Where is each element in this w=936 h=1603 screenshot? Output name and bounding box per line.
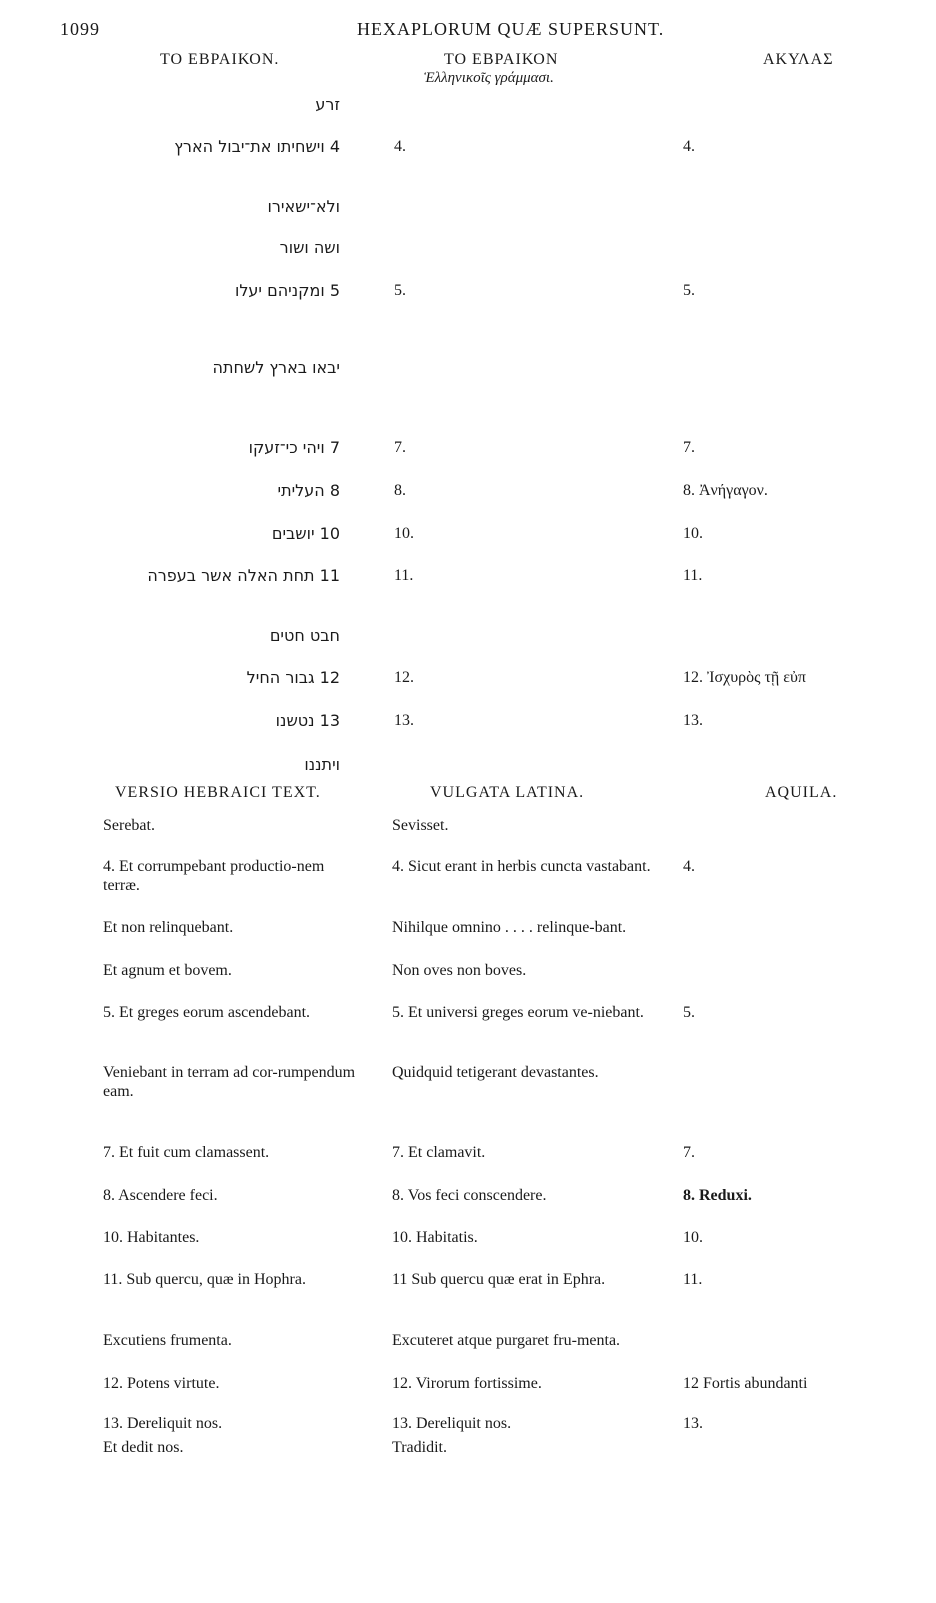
vulgata-line: Nihilque omnino . . . . relinque-bant. (392, 919, 627, 936)
vulgata-line: 4. Sicut erant in herbis cuncta vastabant. (392, 858, 651, 875)
col2-subheader: Ἑλληνικοῖς γράμμασι. (424, 70, 554, 86)
aquila-greek-verse: 4. (683, 138, 695, 155)
hebrew-line: ויתננו (304, 755, 340, 774)
vulgata-line: 8. Vos feci conscendere. (392, 1187, 547, 1204)
aquila-greek-verse: 10. (683, 525, 703, 542)
hebrew-line: יבאו בארץ לשחתה (212, 358, 340, 377)
vulgata-line: Non oves non boves. (392, 962, 527, 979)
aquila-latin-line: 4. (683, 858, 695, 875)
aquila-latin-line: 13. (683, 1415, 703, 1432)
vulgata-line: 11 Sub quercu quæ erat in Ephra. (392, 1271, 606, 1288)
hebrew-line: ושה ושור (279, 238, 340, 257)
vulgata-line: Excuteret atque purgaret fru-menta. (392, 1332, 621, 1349)
vulgata-line: 12. Virorum fortissime. (392, 1375, 542, 1392)
aquila-latin-line: 8. Reduxi. (683, 1187, 752, 1204)
versio-line: 11. Sub quercu, quæ in Hophra. (103, 1271, 306, 1288)
vulgata-line: 7. Et clamavit. (392, 1144, 486, 1161)
hebrew-greek-verse: 12. (394, 669, 414, 686)
versio-line: Excutiens frumenta. (103, 1332, 232, 1349)
hebrew-line: 11 תחת האלה אשר בעפרה (147, 566, 340, 585)
vulgata-line: 5. Et universi greges eorum ve-niebant. (392, 1004, 644, 1021)
versio-line: Et non relinquebant. (103, 919, 234, 936)
aquila-latin-line: 7. (683, 1144, 695, 1161)
versio-line: Et agnum et bovem. (103, 962, 232, 979)
hebrew-line: 4 וישחיתו את־יבול הארץ (174, 137, 340, 156)
aquila-latin-line: 11. (683, 1271, 703, 1288)
col1-header-versio: VERSIO HEBRAICI TEXT. (115, 784, 321, 801)
hebrew-greek-verse: 13. (394, 712, 414, 729)
vulgata-line: Quidquid tetigerant devastantes. (392, 1064, 599, 1081)
hebrew-line: 10 יושבים (271, 524, 340, 543)
versio-line: 4. Et corrumpebant productio-nem terræ. (103, 858, 325, 894)
hebrew-greek-verse: 4. (394, 138, 406, 155)
aquila-latin-line: 10. (683, 1229, 703, 1246)
vulgata-line: 10. Habitatis. (392, 1229, 478, 1246)
hebrew-line: 13 נטשנו (275, 711, 340, 730)
hebrew-line: ולא־ישאירו (267, 197, 340, 216)
versio-line: 7. Et fuit cum clamassent. (103, 1144, 270, 1161)
hebrew-greek-verse: 11. (394, 567, 414, 584)
versio-line: 12. Potens virtute. (103, 1375, 220, 1392)
aquila-greek-verse: 5. (683, 282, 695, 299)
aquila-latin-line: 5. (683, 1004, 695, 1021)
aquila-greek-verse: 11. (683, 567, 703, 584)
versio-line: Serebat. (103, 817, 155, 834)
hebrew-line: חבט חטים (269, 626, 340, 645)
running-title: HEXAPLORUM QUÆ SUPERSUNT. (357, 19, 665, 39)
hebrew-greek-verse: 7. (394, 439, 406, 456)
versio-line: 5. Et greges eorum ascendebant. (103, 1004, 311, 1021)
page-number: 1099 (60, 19, 100, 39)
versio-line: 10. Habitantes. (103, 1229, 200, 1246)
hebrew-line: 8 העליתי (277, 481, 340, 500)
hebrew-line: 5 ומקניהם יעלו (234, 281, 340, 300)
vulgata-line: 13. Dereliquit nos. (392, 1415, 512, 1432)
versio-line: 13. Dereliquit nos. (103, 1415, 223, 1432)
col3-header-aquila-greek: ΑΚΥΛΑΣ (763, 51, 834, 68)
versio-line: Et dedit nos. (103, 1439, 184, 1456)
col1-header-hebrew: ΤΟ ΕΒΡΑΙΚΟΝ. (160, 51, 280, 68)
hebrew-greek-verse: 5. (394, 282, 406, 299)
versio-line: Veniebant in terram ad cor-rumpendum eam. (103, 1064, 356, 1100)
aquila-greek-verse: 12. Ἰσχυρὸς τῇ εὐπ (683, 669, 807, 686)
hebrew-line: זרע (315, 95, 340, 114)
col2-header-hebrew-greek: ΤΟ ΕΒΡΑΙΚΟΝ (444, 51, 559, 68)
aquila-greek-verse: 13. (683, 712, 703, 729)
aquila-greek-verse: 7. (683, 439, 695, 456)
versio-line: 8. Ascendere feci. (103, 1187, 218, 1204)
hebrew-line: 12 גבור החיל (246, 668, 340, 687)
hebrew-greek-verse: 10. (394, 525, 414, 542)
col3-header-aquila-latin: AQUILA. (765, 784, 838, 801)
vulgata-line: Sevisset. (392, 817, 449, 834)
vulgata-line: Tradidit. (392, 1439, 447, 1456)
col2-header-vulgata: VULGATA LATINA. (430, 784, 585, 801)
hebrew-greek-verse: 8. (394, 482, 406, 499)
hebrew-line: 7 ויהי כי־זעקו (248, 438, 340, 457)
aquila-greek-verse: 8. Ἀνήγαγον. (683, 482, 768, 499)
aquila-latin-line: 12 Fortis abundanti (683, 1375, 808, 1392)
